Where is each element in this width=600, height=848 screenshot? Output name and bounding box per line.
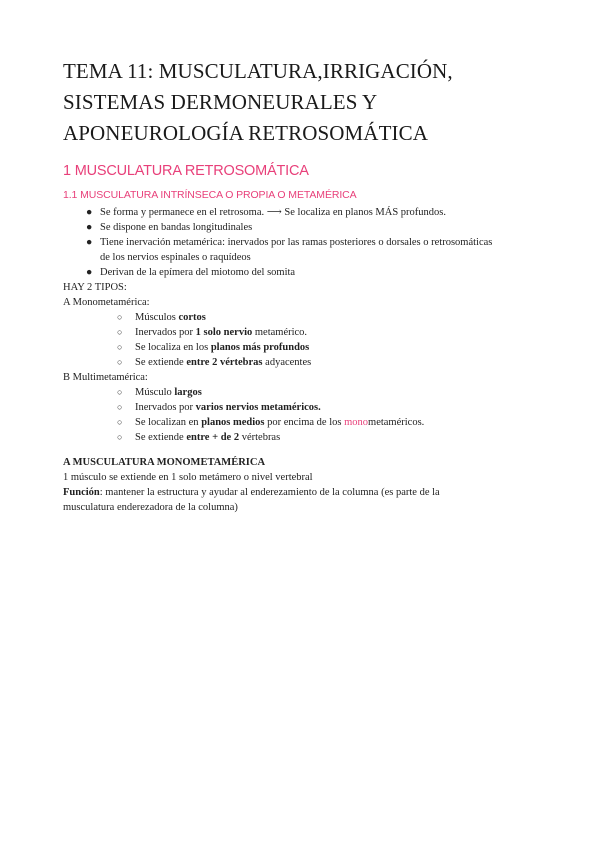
section-a [63, 455, 543, 515]
list-item: ○ Músculos cortos [117, 312, 206, 323]
bullet-list [63, 205, 543, 280]
list-item: ○ Inervados por varios nervios metaméricos. [117, 402, 321, 413]
section-a-line: 1 músculo se extiende en 1 solo metámero o nivel vertebral [63, 472, 313, 483]
list-item: ○ Se extiende entre + de 2 vértebras [117, 432, 281, 443]
section-a-heading: A MUSCULATURA MONOMETAMÉRICA [63, 457, 266, 468]
multi-list [63, 385, 543, 445]
list-item: ● Derivan de la epímera del miotomo del somita [86, 267, 296, 278]
mono-list [63, 310, 543, 370]
page-title [63, 56, 543, 149]
circle-bullet-icon: ○ [117, 432, 123, 442]
section-heading: 1 MUSCULATURA RETROSOMÁTICA [63, 163, 309, 179]
bullet-icon: ● [86, 267, 93, 278]
list-item: ● Se forma y permanece en el retrosoma. ⟶ Se localiza en planos MÁS profundos. [86, 207, 446, 218]
subsection-heading: 1.1 MUSCULATURA INTRÍNSECA O PROPIA O METAMÉRICA [63, 189, 357, 201]
circle-bullet-icon: ○ [117, 387, 123, 397]
bullet-icon: ● [86, 207, 93, 218]
list-item: ○ Músculo largos [117, 387, 202, 398]
list-item: ○ Se extiende entre 2 vértebras adyacentes [117, 357, 312, 368]
circle-bullet-icon: ○ [117, 417, 123, 427]
circle-bullet-icon: ○ [117, 312, 123, 322]
title-line: SISTEMAS DERMONEURALES Y [63, 90, 378, 114]
function-paragraph: Función: mantener la estructura y ayudar al enderezamiento de la columna (es parte de la musculatura enderezadora de la columna) [63, 487, 440, 513]
list-item: ○ Se localiza en los planos más profundos [117, 342, 310, 353]
circle-bullet-icon: ○ [117, 357, 123, 367]
list-item: ○ Se localizan en planos medios por encima de los monometaméricos. [117, 417, 425, 428]
bullet-icon: ● [86, 237, 93, 248]
multi-label: B Multimetamérica: [63, 372, 148, 383]
list-item: ● Se dispone en bandas longitudinales [86, 222, 253, 233]
highlighted-word: mono [344, 417, 369, 428]
types-label: HAY 2 TIPOS: [63, 282, 127, 293]
circle-bullet-icon: ○ [117, 327, 123, 337]
title-line: TEMA 11: MUSCULATURA,IRRIGACIÓN, [63, 59, 453, 83]
circle-bullet-icon: ○ [117, 402, 123, 412]
bullet-icon: ● [86, 222, 93, 233]
list-item: ● Tiene inervación metamérica: inervados por las ramas posteriores o dorsales o retrosomáticas de los nervios espinales o raquídeos [86, 237, 493, 263]
document-page [63, 56, 543, 515]
list-item: ○ Inervados por 1 solo nervio metamérico. [117, 327, 308, 338]
title-line: APONEUROLOGÍA RETROSOMÁTICA [63, 121, 428, 145]
circle-bullet-icon: ○ [117, 342, 123, 352]
mono-label: A Monometamérica: [63, 297, 150, 308]
